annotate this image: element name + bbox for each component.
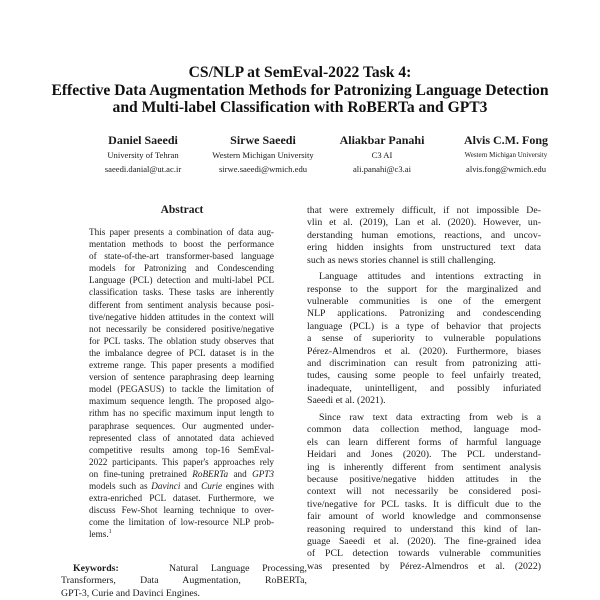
- abstract-line: Language (PCL) detection and multi-label PCL: [89, 275, 274, 286]
- text-line: context will not necessarily be considered posi-: [307, 486, 541, 498]
- text-line: reasoning required to understand this kind of lan-: [307, 523, 541, 535]
- text-line: Since raw text data extracting from web is a: [319, 411, 541, 423]
- text-line: ing is inherently different from sentiment analysis: [307, 461, 541, 473]
- author-affiliation: C3 AI: [371, 150, 393, 160]
- keywords-label: Keywords:: [73, 563, 119, 574]
- text-line: tive/negative for PCL tasks. It is difficult due to the: [307, 498, 541, 510]
- title-line: CS/NLP at SemEval-2022 Task 4:: [188, 64, 412, 81]
- abstract-line: not necessarily be considered positive/negative: [89, 323, 274, 334]
- text-line: because positive/negative hidden attitudes in the: [307, 473, 541, 485]
- text-run: engines with: [222, 480, 274, 491]
- author-list: [0, 133, 600, 183]
- author-email[interactable]: alvis.fong@wmich.edu: [466, 164, 546, 174]
- abstract-line: mentation methods to boost the performance: [89, 239, 274, 250]
- footnote-marker[interactable]: 1: [108, 529, 112, 536]
- text-run: Natural Language Processing,: [168, 563, 307, 574]
- text-line: was presented by Pérez-Almendros et al. (2022): [307, 560, 541, 572]
- abstract-line: come the limitation of low-resource NLP prob-: [89, 517, 274, 528]
- author-email[interactable]: sirwe.saeedi@wmich.edu: [218, 164, 308, 174]
- author-email[interactable]: ali.panahi@c3.ai: [352, 164, 412, 174]
- text-line: and discrimination can result from patronizing atti-: [307, 358, 541, 370]
- abstract-line: paraphrase sequences. Our augmented under-: [89, 420, 274, 431]
- abstract-line: extreme range. This paper presents a modified: [89, 360, 274, 371]
- abstract-body: [89, 226, 274, 540]
- paragraph: [307, 205, 541, 267]
- text-line: vulnerable communities is one of the emergent: [307, 296, 541, 308]
- abstract-line: classification tasks. These tasks are inherently: [89, 287, 274, 298]
- text-line: language (PCL) is a type of behavior that projects: [307, 320, 541, 332]
- text-line: common data collection method, language mod-: [307, 424, 541, 436]
- paragraph: [307, 271, 541, 407]
- keywords-line: Transformers, Data Augmentation, RoBERTa,: [61, 575, 307, 587]
- text-line: a sense of superiority to vulnerable populations: [307, 333, 541, 345]
- author-affiliation: University of Tehran: [107, 150, 179, 160]
- abstract-line: different from sentiment analysis because posi-: [89, 299, 274, 310]
- author-name: Sirwe Saeedi: [230, 133, 296, 147]
- text-line: NLP applications. Patronizing and condescending: [307, 308, 541, 320]
- author-name: Daniel Saeedi: [108, 133, 178, 147]
- abstract-line: models for Patronizing and Condescending: [89, 263, 274, 274]
- text-line: such as news stories channel is still challenging.: [307, 254, 496, 266]
- abstract-line: [89, 468, 274, 480]
- keywords: [61, 563, 307, 600]
- text-line: Language attitudes and intentions extracting in: [319, 271, 541, 283]
- text-line: ering hidden insights from unstructured text data: [307, 242, 541, 254]
- text-run: on fine-tuning pretrained: [89, 468, 193, 479]
- abstract-line: discuss Few-Shot learning technique to over-: [89, 505, 274, 516]
- model-name-italic: GPT3: [252, 468, 275, 479]
- right-column-body: [307, 205, 541, 573]
- author-email[interactable]: saeedi.danial@ut.ac.ir: [104, 164, 182, 174]
- keywords-line: GPT-3, Curie and Davinci Engines.: [61, 587, 200, 599]
- abstract-line: maximum sequence length. The proposed algo-: [89, 396, 274, 407]
- abstract-line: the imbalance degree of PCL dataset is in the: [89, 347, 274, 358]
- text-line: Saeedi et al. (2021).: [307, 395, 386, 407]
- title-line: and Multi-label Classification with RoBERTa and GPT3: [112, 99, 488, 116]
- abstract-line: tive/negative hidden attitudes in the context will: [89, 311, 274, 322]
- engine-name-italic: Davinci: [151, 480, 181, 491]
- text-run: and: [228, 468, 253, 479]
- text-line: derstanding human emotions, reactions, and uncov-: [307, 229, 541, 241]
- abstract-line: [89, 528, 274, 540]
- abstract-line: model (PEGASUS) to tackle the limitation of: [89, 384, 274, 395]
- abstract-line: [89, 480, 274, 492]
- text-line: inadequate, unintelligent, and possibly infuriated: [307, 382, 541, 394]
- text-line: els can learn different forms of harmful language: [307, 436, 541, 448]
- text-line: tudes, causing some people to feel unfairly treated,: [307, 370, 541, 382]
- abstract-line: 2022 participants. This paper's approaches rely: [89, 456, 274, 467]
- author-affiliation: Western Michigan University: [464, 151, 548, 159]
- abstract-line: rithm has no specific maximum input length to: [89, 408, 274, 419]
- abstract-heading: Abstract: [160, 204, 204, 216]
- model-name-italic: RoBERTa: [192, 468, 229, 479]
- engine-name-italic: Curie: [201, 480, 223, 491]
- abstract-line: competitive results among top-16 SemEval-: [89, 444, 274, 455]
- text-run: and: [180, 480, 202, 491]
- paragraph: [307, 412, 541, 573]
- abstract-line: version of sentence paraphrasing deep learning: [89, 372, 274, 383]
- text-line: of PCL detection towards vulnerable communities: [307, 548, 541, 560]
- abstract-line: extra-enriched PCL dataset. Furthermore, we: [89, 493, 274, 504]
- author-name: Alvis C.M. Fong: [464, 133, 548, 147]
- author-name: Aliakbar Panahi: [339, 133, 425, 147]
- text-line: that were extremely difficult, if not impossible De-: [307, 205, 541, 216]
- paper-title: [0, 64, 600, 117]
- author-block: [431, 133, 581, 176]
- keywords-line: [61, 563, 307, 575]
- text-run: models such as: [89, 480, 152, 491]
- text-line: Pérez-Almendros et al. (2020). Furthermore, biases: [307, 345, 541, 357]
- abstract-line: for PCL tasks. The oblation study observes that: [89, 335, 274, 346]
- text-line: response to the support for the marginalized and: [307, 283, 541, 295]
- text-line: fair amount of world knowledge and commonsense: [307, 511, 541, 523]
- title-line: Effective Data Augmentation Methods for Patronizing Language Detection: [51, 81, 549, 99]
- text-run: lems.: [89, 529, 109, 540]
- abstract-line: represented class of annotated data achieved: [89, 432, 274, 443]
- abstract-line: This paper presents a combination of data aug-: [89, 227, 274, 237]
- text-line: guage Saeedi et al. (2020). The fine-grained idea: [307, 535, 541, 547]
- author-affiliation: Western Michigan University: [212, 150, 314, 160]
- abstract-line: of state-of-the-art transformer-based language: [89, 251, 274, 262]
- text-line: Heidari and Jones (2020). The PCL understand-: [307, 449, 541, 461]
- text-line: vlin et al. (2019), Lan et al. (2020). However, un-: [307, 217, 541, 229]
